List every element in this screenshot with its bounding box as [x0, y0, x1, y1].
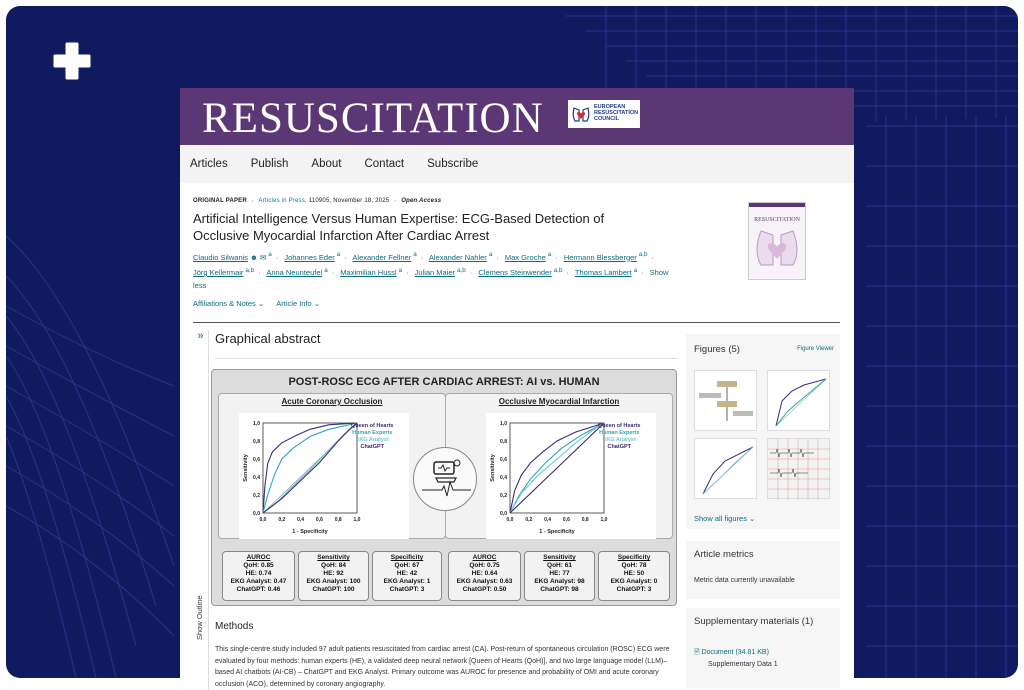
y-tick-label: 0,4	[500, 475, 507, 481]
figures-panel	[686, 334, 840, 529]
graphical-abstract-heading: Graphical abstract	[215, 331, 321, 346]
x-axis-label: 1 - Specificity	[539, 529, 575, 535]
stat-line: QoH: 84	[321, 562, 346, 569]
journal-title[interactable]: RESUSCITATION	[202, 95, 544, 142]
heart-lungs-icon	[571, 104, 591, 124]
y-tick-label: 0,6	[500, 457, 507, 463]
stat-line: ChatGPT: 98	[540, 586, 579, 593]
x-tick-label: 0,8	[334, 517, 342, 523]
masthead	[180, 88, 854, 145]
chart-legend	[598, 423, 640, 451]
panel-omi	[445, 393, 673, 539]
outline-panel[interactable]	[193, 330, 209, 690]
author-link[interactable]: Alexander Fellner	[352, 252, 412, 262]
cover-lungs-icon	[749, 223, 805, 273]
stat-line: ChatGPT: 3	[389, 586, 425, 593]
stat-line: QoH: 0.75	[469, 562, 500, 569]
panel-aco	[218, 393, 446, 539]
roc-curve-chatgpt	[510, 423, 604, 513]
stat-line: EKG Analyst: 0.63	[456, 578, 513, 585]
chevron-down-icon: ⌄	[749, 514, 756, 523]
ecg-robot-icon	[414, 448, 478, 512]
article-header	[193, 198, 773, 308]
y-tick-label: 0,0	[253, 511, 260, 517]
figures-title: Figures (5)	[694, 344, 740, 355]
x-axis-label: 1 - Specificity	[292, 529, 328, 535]
main-nav	[180, 145, 854, 183]
ecg-grid-thumb	[768, 439, 831, 500]
y-tick-label: 1,0	[500, 421, 507, 427]
panel-title: Occlusive Myocardial Infarction	[498, 397, 620, 406]
ai-vs-human-emblem	[413, 447, 477, 511]
stat-head: Specificity	[390, 554, 424, 561]
journal-cover[interactable]	[748, 202, 806, 280]
metrics-title: Article metrics	[694, 549, 754, 560]
x-tick-label: 0,0	[259, 517, 267, 523]
stat-line: HE: 50	[623, 570, 645, 577]
supplementary-title: Supplementary materials (1)	[694, 616, 814, 627]
x-tick-label: 1,0	[353, 517, 361, 523]
y-tick-label: 0,6	[253, 457, 260, 463]
y-tick-label: 0,2	[500, 493, 507, 499]
stat-line: HE: 92	[323, 570, 344, 577]
author-sup: a	[488, 251, 493, 258]
author-link[interactable]: Anna Neunteufel	[266, 268, 323, 277]
author-link[interactable]: Jörg Kellermair	[193, 268, 244, 277]
legend-ekg: EKG Analyst	[355, 437, 389, 443]
divider	[193, 322, 840, 323]
heading-rule	[215, 358, 677, 359]
x-tick-label: 0,6	[562, 517, 570, 523]
open-access-label: Open Access	[401, 198, 442, 204]
stat-line: ChatGPT: 100	[312, 586, 355, 593]
stat-line: ChatGPT: 0.50	[462, 586, 507, 593]
document-icon: 🗎	[694, 649, 700, 656]
y-axis-label: Sensitivity	[490, 454, 496, 482]
figure-thumbnail[interactable]	[767, 438, 830, 499]
article-toggles	[193, 299, 773, 308]
supplementary-panel	[686, 608, 840, 688]
article-info-toggle[interactable]: Article Info ⌄	[276, 299, 321, 308]
author-link[interactable]: Hermann Blessberger	[563, 252, 637, 262]
legend-qoh: Queen of Hearts	[351, 423, 394, 429]
erc-line-1: EUROPEAN	[594, 104, 626, 111]
stat-line: QoH: 0.85	[243, 562, 274, 569]
stat-line: ChatGPT: 3	[616, 586, 652, 593]
legend-qoh: Queen of Hearts	[598, 423, 641, 429]
stat-box	[524, 551, 595, 601]
stat-line: EKG Analyst: 100	[306, 578, 361, 585]
y-tick-label: 0,4	[253, 475, 260, 481]
author-sup: a	[336, 251, 341, 258]
stat-line: HE: 42	[396, 570, 418, 577]
x-tick-label: 0,6	[315, 517, 323, 523]
background-frame	[6, 6, 1018, 688]
author-row-2: Jörg Kellermair $^{a,b}$ · Anna Neunteufel $^a$ · Maximilian Hussl $^a$ · Julian Maier $^{a,b}$ · Clemens Steinwender $^{a,b}$ · Thomas Lambert $^a$ · Show less	[193, 266, 669, 290]
metrics-text: Metric data currently unavailable	[694, 577, 795, 584]
nav-articles[interactable]: Articles	[190, 158, 228, 170]
figure-thumbnail[interactable]	[694, 438, 757, 499]
stat-head: Sensitivity	[543, 554, 576, 561]
email-icon[interactable]: ✉	[259, 252, 267, 262]
stat-line: EKG Analyst: 0	[610, 578, 658, 585]
roc-thumb	[768, 371, 831, 432]
stat-box	[372, 551, 442, 601]
stat-line: EKG Analyst: 98	[534, 578, 585, 585]
x-tick-label: 0,0	[506, 517, 514, 523]
author-sup: a,b	[457, 266, 466, 274]
x-tick-label: 0,4	[544, 517, 552, 523]
figure-viewer-link[interactable]: Figure Viewer	[797, 346, 834, 352]
author-sup: a,b	[553, 266, 563, 274]
y-tick-label: 1,0	[253, 421, 260, 427]
nav-publish[interactable]: Publish	[250, 158, 289, 170]
y-axis-label: Sensitivity	[243, 454, 249, 482]
stat-head: Specificity	[617, 554, 651, 561]
stat-line: QoH: 67	[394, 562, 420, 569]
y-tick-label: 0,2	[253, 493, 260, 499]
author-link[interactable]: Thomas Lambert	[574, 268, 632, 277]
author-list	[193, 248, 683, 292]
person-icon: ☻	[250, 252, 258, 262]
roc-plot	[486, 413, 656, 539]
article-meta: ORIGINAL PAPER · Articles in Press, 110905, November 18, 2025 · Open Access	[193, 198, 442, 204]
author-link[interactable]: Clemens Steinwender	[478, 268, 552, 277]
cover-title: RESUSCITATION	[754, 217, 800, 223]
x-tick-label: 1,0	[600, 517, 608, 523]
author-link[interactable]: Maximilian Hussl	[340, 268, 397, 277]
author-sup: a	[633, 266, 638, 274]
x-tick-label: 0,4	[297, 517, 305, 523]
document-name: Supplementary Data 1	[708, 661, 778, 668]
graphical-abstract[interactable]	[211, 369, 677, 606]
methods-text: This single-centre study included 97 adult patients resuscitated from cardiac arrest (CA). Post-return of spontaneous circulation (ROSC) ECG were evaluated by four methods: human experts (HE), a validated deep neural network [Queen of Hearts (QoH)], and two large language model (LLM)–based AI chatbots (AI-CB) – ChatGPT and EKG Analyst. Primary outcome was AUROC for presence and probability of OMI and acute coronary occlusion (ACO), determined by coronary angiography.	[215, 646, 670, 688]
author-sup: a	[398, 266, 403, 274]
nav-about[interactable]: About	[311, 158, 342, 170]
author-link[interactable]: Julian Maier	[414, 268, 456, 277]
author-sup: a	[268, 251, 272, 258]
stat-box	[298, 551, 369, 601]
chevron-down-icon: ⌄	[313, 299, 321, 308]
roc-thumb	[695, 439, 758, 500]
article-title: Artificial Intelligence Versus Human Expertise: ECG-Based Detection of Occlusive Myocardial Infarction After Cardiac Arrest	[193, 211, 605, 243]
in-press-link[interactable]: Articles in Press	[258, 198, 305, 204]
show-outline-label[interactable]: Show Outline	[195, 595, 204, 640]
chevron-down-icon: ⌄	[257, 299, 265, 308]
author-link[interactable]: Johannes Eder	[284, 252, 335, 262]
legend-chatgpt: ChatGPT	[360, 444, 384, 450]
y-tick-label: 0,8	[500, 439, 507, 445]
stat-line: QoH: 78	[621, 562, 647, 569]
methods-heading: Methods	[215, 621, 254, 632]
author-row-1: Claudio Silwanis ☻ ✉ $^a$ · Johannes Eder $^a$ · Alexander Fellner $^a$ · Alexander Nahler $^a$ · Max Groche $^a$ · Hermann Blessberger $^{a,b}$ ·	[193, 251, 654, 262]
article-details: , 110905, November 18, 2025	[304, 198, 390, 204]
document-link[interactable]: 🗎 Document (34.81 KB)	[694, 649, 769, 656]
stat-line: ChatGPT: 0.46	[236, 586, 281, 593]
erc-line-2: RESUSCITATION	[594, 110, 639, 117]
stat-line: HE: 0.74	[245, 570, 272, 577]
legend-ekg: EKG Analyst	[602, 437, 636, 443]
panel-title: Acute Coronary Occlusion	[281, 397, 383, 406]
stat-head: AUROC	[246, 554, 271, 561]
affiliations-toggle[interactable]: Affiliations & Notes ⌄	[193, 299, 265, 308]
erc-line-3: COUNCIL	[594, 115, 620, 122]
stat-line: EKG Analyst: 0.47	[230, 578, 287, 585]
x-tick-label: 0,2	[525, 517, 533, 523]
x-tick-label: 0,2	[278, 517, 286, 523]
author-link[interactable]: Alexander Nahler	[428, 252, 487, 262]
stat-box	[598, 551, 670, 601]
author-sup: a,b	[638, 251, 648, 258]
y-tick-label: 0,8	[253, 439, 260, 445]
metrics-panel	[686, 541, 840, 599]
stat-box	[448, 551, 521, 601]
show-all-figures-link[interactable]: Show all figures ⌄	[694, 514, 756, 523]
figure-thumbnail[interactable]	[694, 370, 757, 431]
figure-thumbnail[interactable]	[767, 370, 830, 431]
legend-he: Human Experts	[352, 430, 393, 436]
author-sup: a,b	[245, 266, 255, 274]
author-link[interactable]: Claudio Silwanis	[193, 252, 249, 262]
author-sup: a	[413, 251, 417, 258]
stat-head: Sensitivity	[317, 554, 350, 561]
erc-logo[interactable]	[568, 100, 640, 128]
ga-title: POST-ROSC ECG AFTER CARDIAC ARREST: AI vs. HUMAN	[288, 376, 600, 388]
stat-line: EKG Analyst: 1	[383, 578, 431, 585]
nav-subscribe[interactable]: Subscribe	[427, 158, 479, 170]
nav-contact[interactable]: Contact	[364, 158, 405, 170]
article-type: ORIGINAL PAPER	[193, 198, 247, 204]
stat-line: HE: 0.64	[471, 570, 498, 577]
stat-head: AUROC	[472, 554, 497, 561]
legend-he: Human Experts	[599, 430, 640, 436]
show-less-link[interactable]: Show less	[193, 268, 669, 290]
cover-band	[749, 203, 805, 207]
flowchart-thumb	[695, 371, 758, 432]
author-sup: a	[324, 266, 328, 274]
stat-line: HE: 77	[549, 570, 570, 577]
y-tick-label: 0,0	[500, 511, 507, 517]
legend-chatgpt: ChatGPT	[607, 444, 631, 450]
x-tick-label: 0,8	[581, 517, 589, 523]
author-sup: a	[547, 251, 552, 258]
journal-window	[180, 88, 854, 688]
plus-icon	[52, 41, 92, 81]
author-link[interactable]: Max Groche	[504, 252, 546, 262]
double-chevron-icon[interactable]: »	[197, 330, 204, 342]
stat-line: QoH: 61	[547, 562, 572, 569]
stat-box	[222, 551, 295, 601]
roc-plot	[239, 413, 409, 539]
chart-legend	[351, 423, 393, 451]
